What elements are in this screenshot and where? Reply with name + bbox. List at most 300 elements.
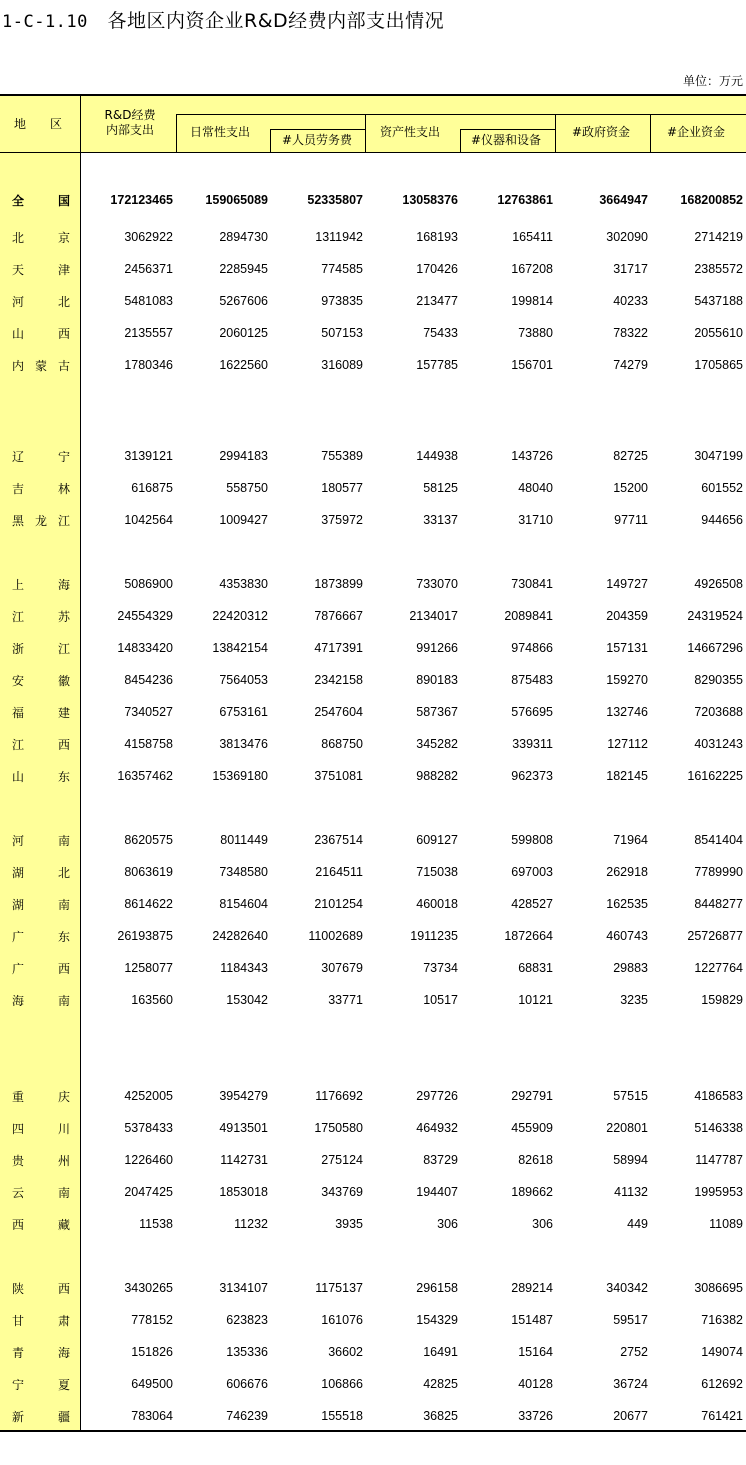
value-cell: 149074 (701, 1345, 743, 1359)
header-divider-enterprise (650, 114, 651, 152)
value-cell: 1622560 (219, 358, 268, 372)
region-name (12, 355, 70, 375)
region-name (12, 894, 70, 914)
value-cell: 7564053 (219, 673, 268, 687)
table-row (0, 1374, 746, 1394)
value-cell: 697003 (511, 865, 553, 879)
region-char: 宁 (12, 1377, 25, 1392)
value-cell: 159065089 (205, 193, 268, 207)
value-cell: 22420312 (212, 609, 268, 623)
value-cell: 3134107 (219, 1281, 268, 1295)
value-cell: 24319524 (687, 609, 743, 623)
value-cell: 58994 (613, 1153, 648, 1167)
region-name (12, 1150, 70, 1170)
value-cell: 106866 (321, 1377, 363, 1391)
value-cell: 13842154 (212, 641, 268, 655)
table-row (0, 958, 746, 978)
region-name (12, 670, 70, 690)
region-char: 青 (12, 1345, 25, 1360)
value-cell: 3751081 (314, 769, 363, 783)
value-cell: 296158 (416, 1281, 458, 1295)
value-cell: 2547604 (314, 705, 363, 719)
value-cell: 194407 (416, 1185, 458, 1199)
table-row (0, 446, 746, 466)
value-cell: 3954279 (219, 1089, 268, 1103)
value-cell: 189662 (511, 1185, 553, 1199)
value-cell: 8541404 (694, 833, 743, 847)
value-cell: 6753161 (219, 705, 268, 719)
value-cell: 8454236 (124, 673, 173, 687)
value-cell: 340342 (606, 1281, 648, 1295)
table-row (0, 926, 746, 946)
value-cell: 2134017 (409, 609, 458, 623)
value-cell: 3062922 (124, 230, 173, 244)
value-cell: 157785 (416, 358, 458, 372)
value-cell: 157131 (606, 641, 648, 655)
value-cell: 4353830 (219, 577, 268, 591)
value-cell: 3935 (335, 1217, 363, 1231)
region-char: 东 (57, 929, 70, 944)
region-name (12, 291, 70, 311)
region-char: 建 (57, 705, 70, 720)
value-cell: 40128 (518, 1377, 553, 1391)
value-cell: 151826 (131, 1345, 173, 1359)
table-row (0, 830, 746, 850)
header-divider-equipment (460, 129, 461, 152)
value-cell: 11538 (139, 1217, 173, 1231)
region-char: 龙 (34, 513, 47, 528)
value-cell: 464932 (416, 1121, 458, 1135)
value-cell: 16491 (423, 1345, 458, 1359)
region-char: 黑 (12, 513, 25, 528)
region-name (12, 1310, 70, 1330)
value-cell: 36825 (423, 1409, 458, 1423)
region-char: 重 (12, 1089, 25, 1104)
value-cell: 48040 (518, 481, 553, 495)
value-cell: 275124 (321, 1153, 363, 1167)
value-cell: 5086900 (124, 577, 173, 591)
value-cell: 71964 (613, 833, 648, 847)
value-cell: 1147787 (695, 1153, 743, 1167)
region-char: 州 (57, 1153, 70, 1168)
region-char: 蒙 (34, 358, 47, 373)
value-cell: 167208 (511, 262, 553, 276)
table-row (0, 1150, 746, 1170)
value-cell: 455909 (511, 1121, 553, 1135)
value-cell: 307679 (321, 961, 363, 975)
value-cell: 4717391 (314, 641, 363, 655)
region-char: 吉 (12, 481, 25, 496)
value-cell: 428527 (511, 897, 553, 911)
value-cell: 3139121 (124, 449, 173, 463)
header-background (81, 96, 746, 152)
value-cell: 168193 (416, 230, 458, 244)
value-cell: 4031243 (694, 737, 743, 751)
value-cell: 2285945 (219, 262, 268, 276)
region-name (12, 1374, 70, 1394)
value-cell: 3430265 (124, 1281, 173, 1295)
value-cell: 1226460 (124, 1153, 173, 1167)
value-cell: 155518 (321, 1409, 363, 1423)
value-cell: 991266 (416, 641, 458, 655)
region-char: 湖 (12, 865, 25, 880)
region-char: 南 (57, 1185, 70, 1200)
value-cell: 2994183 (219, 449, 268, 463)
region-char: 疆 (57, 1409, 70, 1424)
value-cell: 5378433 (124, 1121, 173, 1135)
value-cell: 154329 (416, 1313, 458, 1327)
header-equipment-rule (460, 129, 555, 130)
region-char: 山 (12, 769, 25, 784)
value-cell: 33137 (423, 513, 458, 527)
value-cell: 15164 (518, 1345, 553, 1359)
value-cell: 1872664 (504, 929, 553, 943)
region-char: 北 (57, 294, 70, 309)
value-cell: 11002689 (308, 929, 363, 943)
region-char: 天 (12, 262, 25, 277)
region-name (12, 990, 70, 1010)
value-cell: 890183 (416, 673, 458, 687)
table-row (0, 862, 746, 882)
region-char: 福 (12, 705, 25, 720)
value-cell: 20677 (613, 1409, 648, 1423)
value-cell: 746239 (226, 1409, 268, 1423)
region-char: 南 (57, 897, 70, 912)
value-cell: 143726 (511, 449, 553, 463)
page-title (2, 6, 444, 33)
value-cell: 74279 (613, 358, 648, 372)
value-cell: 2714219 (694, 230, 743, 244)
value-cell: 601552 (701, 481, 743, 495)
value-cell: 875483 (511, 673, 553, 687)
region-char: 江 (57, 513, 70, 528)
table-row (0, 1214, 746, 1234)
value-cell: 3235 (620, 993, 648, 1007)
region-char: 西 (57, 1281, 70, 1296)
value-cell: 733070 (416, 577, 458, 591)
value-cell: 1042564 (124, 513, 173, 527)
value-cell: 14667296 (687, 641, 743, 655)
region-char: 浙 (12, 641, 25, 656)
region-name (12, 259, 70, 279)
value-cell: 83729 (423, 1153, 458, 1167)
value-cell: 132746 (606, 705, 648, 719)
header-enterprise: #企业资金 (667, 125, 726, 139)
value-cell: 944656 (701, 513, 743, 527)
value-cell: 5481083 (124, 294, 173, 308)
value-cell: 2047425 (124, 1185, 173, 1199)
value-cell: 59517 (613, 1313, 648, 1327)
value-cell: 31717 (613, 262, 648, 276)
value-cell: 25726877 (687, 929, 743, 943)
value-cell: 41132 (614, 1185, 648, 1199)
header-divider-asset (365, 114, 366, 152)
value-cell: 10121 (518, 993, 553, 1007)
region-name (12, 190, 70, 210)
value-cell: 8154604 (219, 897, 268, 911)
value-cell: 73734 (423, 961, 458, 975)
value-cell: 220801 (606, 1121, 648, 1135)
value-cell: 4252005 (124, 1089, 173, 1103)
region-char: 北 (57, 865, 70, 880)
value-cell: 339311 (512, 737, 553, 751)
value-cell: 165411 (512, 230, 553, 244)
value-cell: 68831 (518, 961, 553, 975)
region-char: 国 (57, 193, 70, 208)
region-char: 西 (57, 961, 70, 976)
header-rd-internal-line2: 内部支出 (105, 123, 154, 137)
value-cell: 82725 (613, 449, 648, 463)
value-cell: 715038 (416, 865, 458, 879)
region-char: 甘 (12, 1313, 25, 1328)
value-cell: 587367 (416, 705, 458, 719)
region-char: 北 (12, 230, 25, 245)
value-cell: 24554329 (117, 609, 173, 623)
value-cell: 507153 (321, 326, 363, 340)
region-char: 新 (12, 1409, 25, 1424)
region-char: 西 (57, 326, 70, 341)
region-char: 庆 (57, 1089, 70, 1104)
region-name (12, 862, 70, 882)
value-cell: 302090 (606, 230, 648, 244)
value-cell: 170426 (416, 262, 458, 276)
value-cell: 24282640 (212, 929, 268, 943)
value-cell: 10517 (423, 993, 458, 1007)
value-cell: 2385572 (694, 262, 743, 276)
value-cell: 730841 (511, 577, 553, 591)
table-row (0, 1342, 746, 1362)
value-cell: 1911235 (410, 929, 458, 943)
value-cell: 1176692 (315, 1089, 363, 1103)
region-char: 南 (57, 993, 70, 1008)
value-cell: 3664947 (599, 193, 648, 207)
value-cell: 40233 (613, 294, 648, 308)
region-char: 海 (57, 1345, 70, 1360)
value-cell: 8620575 (124, 833, 173, 847)
value-cell: 7203688 (694, 705, 743, 719)
region-char: 徽 (57, 673, 70, 688)
header-labor-rule (270, 129, 365, 130)
value-cell: 135336 (226, 1345, 268, 1359)
header-divider-daily (176, 114, 177, 152)
value-cell: 306 (437, 1217, 458, 1231)
region-name (12, 830, 70, 850)
table-row (0, 478, 746, 498)
region-char: 江 (12, 609, 25, 624)
region-name (12, 323, 70, 343)
value-cell: 7876667 (314, 609, 363, 623)
value-cell: 26193875 (117, 929, 173, 943)
value-cell: 4926508 (694, 577, 743, 591)
value-cell: 774585 (321, 262, 363, 276)
value-cell: 36724 (613, 1377, 648, 1391)
header-divider-gov (555, 114, 556, 152)
value-cell: 606676 (226, 1377, 268, 1391)
region-name (12, 227, 70, 247)
value-cell: 2752 (620, 1345, 648, 1359)
value-cell: 16357462 (117, 769, 173, 783)
region-char: 肃 (57, 1313, 70, 1328)
table-row (0, 1182, 746, 1202)
table-row (0, 259, 746, 279)
table-row (0, 670, 746, 690)
value-cell: 172123465 (110, 193, 173, 207)
value-cell: 783064 (131, 1409, 173, 1423)
value-cell: 1705865 (694, 358, 743, 372)
region-name (12, 1086, 70, 1106)
header-divider-labor (270, 129, 271, 152)
value-cell: 375972 (321, 513, 363, 527)
region-name (12, 1182, 70, 1202)
header-asset: 资产性支出 (380, 125, 441, 139)
value-cell: 97711 (614, 513, 648, 527)
region-char: 上 (12, 577, 25, 592)
value-cell: 33771 (328, 993, 363, 1007)
value-cell: 8063619 (124, 865, 173, 879)
region-char: 内 (12, 358, 25, 373)
value-cell: 11089 (709, 1217, 743, 1231)
value-cell: 962373 (511, 769, 553, 783)
header-rd-internal (98, 108, 162, 138)
region-char: 山 (12, 326, 25, 341)
region-char: 湖 (12, 897, 25, 912)
region-char: 广 (12, 961, 25, 976)
region-char: 江 (12, 737, 25, 752)
region-char: 广 (12, 929, 25, 944)
value-cell: 4186583 (694, 1089, 743, 1103)
value-cell: 460018 (416, 897, 458, 911)
value-cell: 3813476 (219, 737, 268, 751)
value-cell: 1227764 (694, 961, 743, 975)
value-cell: 8614622 (124, 897, 173, 911)
value-cell: 2135557 (124, 326, 173, 340)
header-divider (0, 152, 746, 153)
value-cell: 5146338 (694, 1121, 743, 1135)
value-cell: 2367514 (314, 833, 363, 847)
value-cell: 144938 (416, 449, 458, 463)
region-char: 古 (57, 358, 70, 373)
value-cell: 2089841 (504, 609, 553, 623)
value-cell: 36602 (328, 1345, 363, 1359)
value-cell: 306 (532, 1217, 553, 1231)
region-name (12, 446, 70, 466)
value-cell: 8290355 (694, 673, 743, 687)
value-cell: 716382 (701, 1313, 743, 1327)
value-cell: 16162225 (687, 769, 743, 783)
value-cell: 1311942 (315, 230, 363, 244)
value-cell: 159270 (606, 673, 648, 687)
region-char: 京 (57, 230, 70, 245)
value-cell: 156701 (511, 358, 553, 372)
table-row (0, 1086, 746, 1106)
region-char: 津 (57, 262, 70, 277)
value-cell: 127112 (607, 737, 648, 751)
region-char: 夏 (57, 1377, 70, 1392)
value-cell: 180577 (321, 481, 363, 495)
value-cell: 213477 (416, 294, 458, 308)
value-cell: 345282 (416, 737, 458, 751)
header-labor: #人员劳务费 (282, 133, 353, 147)
value-cell: 42825 (423, 1377, 458, 1391)
value-cell: 1995953 (694, 1185, 743, 1199)
value-cell: 82618 (518, 1153, 553, 1167)
value-cell: 1175137 (315, 1281, 363, 1295)
region-char: 河 (12, 294, 25, 309)
table-row (0, 1278, 746, 1298)
table-row (0, 574, 746, 594)
value-cell: 1873899 (314, 577, 363, 591)
region-char: 苏 (57, 609, 70, 624)
region-char: 东 (57, 769, 70, 784)
value-cell: 460743 (606, 929, 648, 943)
value-cell: 2060125 (219, 326, 268, 340)
value-cell: 14833420 (117, 641, 173, 655)
value-cell: 2456371 (124, 262, 173, 276)
value-cell: 31710 (518, 513, 553, 527)
value-cell: 149727 (606, 577, 648, 591)
value-cell: 576695 (511, 705, 553, 719)
region-name (12, 702, 70, 722)
value-cell: 75433 (423, 326, 458, 340)
table-row (0, 1406, 746, 1426)
value-cell: 8448277 (694, 897, 743, 911)
value-cell: 289214 (511, 1281, 553, 1295)
header-subrule (176, 114, 746, 115)
region-char: 云 (12, 1185, 25, 1200)
value-cell: 3047199 (694, 449, 743, 463)
value-cell: 163560 (131, 993, 173, 1007)
value-cell: 974866 (511, 641, 553, 655)
region-name (12, 734, 70, 754)
region-char: 河 (12, 833, 25, 848)
region-name (12, 1342, 70, 1362)
region-char: 西 (57, 737, 70, 752)
value-cell: 2164511 (315, 865, 363, 879)
table-row (0, 990, 746, 1010)
value-cell: 449 (627, 1217, 648, 1231)
value-cell: 15200 (613, 481, 648, 495)
value-cell: 1184343 (220, 961, 268, 975)
value-cell: 558750 (226, 481, 268, 495)
value-cell: 182145 (606, 769, 648, 783)
value-cell: 13058376 (402, 193, 458, 207)
value-cell: 52335807 (307, 193, 363, 207)
table-row (0, 606, 746, 626)
table-row (0, 734, 746, 754)
value-cell: 1258077 (124, 961, 173, 975)
value-cell: 4913501 (219, 1121, 268, 1135)
region-name (12, 1214, 70, 1234)
value-cell: 316089 (321, 358, 363, 372)
region-char: 辽 (12, 449, 25, 464)
value-cell: 1780346 (124, 358, 173, 372)
region-name (12, 574, 70, 594)
value-cell: 1750580 (314, 1121, 363, 1135)
value-cell: 5437188 (694, 294, 743, 308)
value-cell: 7789990 (694, 865, 743, 879)
value-cell: 297726 (416, 1089, 458, 1103)
value-cell: 58125 (423, 481, 458, 495)
table-row (0, 702, 746, 722)
table-row (0, 1310, 746, 1330)
header-daily: 日常性支出 (190, 125, 251, 139)
region-char: 江 (57, 641, 70, 656)
table-title: 各地区内资企业R&D经费内部支出情况 (107, 10, 445, 32)
value-cell: 7348580 (219, 865, 268, 879)
value-cell: 778152 (131, 1313, 173, 1327)
value-cell: 151487 (511, 1313, 553, 1327)
header-rd-internal-line1: R&D经费 (104, 108, 156, 122)
